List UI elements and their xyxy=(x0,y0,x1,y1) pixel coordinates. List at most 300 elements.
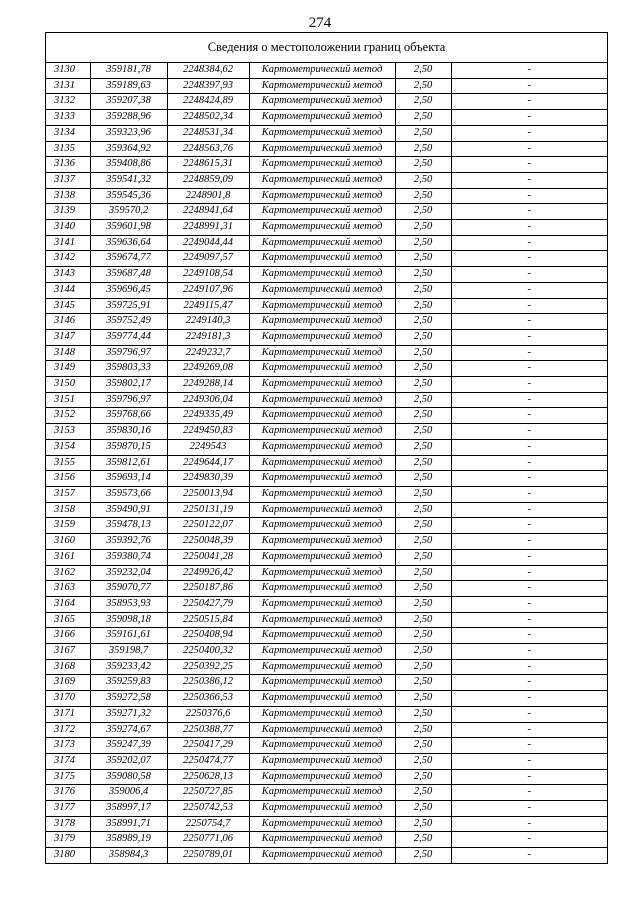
description: - xyxy=(451,141,607,157)
point-number: 3150 xyxy=(46,377,90,393)
accuracy: 2,50 xyxy=(395,110,451,126)
point-number: 3178 xyxy=(46,816,90,832)
boundary-table xyxy=(45,32,608,864)
method: Картометрический метод xyxy=(249,644,395,660)
description: - xyxy=(451,63,607,78)
method: Картометрический метод xyxy=(249,141,395,157)
table-row xyxy=(46,801,607,817)
coordinate-y: 2249644,17 xyxy=(167,455,249,471)
description: - xyxy=(451,172,607,188)
coordinate-x: 359541,32 xyxy=(90,172,167,188)
point-number: 3165 xyxy=(46,612,90,628)
point-number: 3179 xyxy=(46,832,90,848)
description: - xyxy=(451,392,607,408)
coordinate-x: 359802,17 xyxy=(90,377,167,393)
table-row xyxy=(46,63,607,78)
method: Картометрический метод xyxy=(249,408,395,424)
accuracy: 2,50 xyxy=(395,188,451,204)
table-row xyxy=(46,706,607,722)
method: Картометрический метод xyxy=(249,706,395,722)
point-number: 3132 xyxy=(46,94,90,110)
accuracy: 2,50 xyxy=(395,471,451,487)
description: - xyxy=(451,628,607,644)
table-row xyxy=(46,722,607,738)
method: Картометрический метод xyxy=(249,78,395,94)
accuracy: 2,50 xyxy=(395,157,451,173)
method: Картометрический метод xyxy=(249,63,395,78)
description: - xyxy=(451,125,607,141)
accuracy: 2,50 xyxy=(395,424,451,440)
point-number: 3169 xyxy=(46,675,90,691)
method: Картометрический метод xyxy=(249,502,395,518)
coordinate-y: 2250417,29 xyxy=(167,738,249,754)
method: Картометрический метод xyxy=(249,832,395,848)
table-row xyxy=(46,157,607,173)
coordinate-x: 359636,64 xyxy=(90,235,167,251)
point-number: 3153 xyxy=(46,424,90,440)
table-row xyxy=(46,628,607,644)
coordinate-y: 2248502,34 xyxy=(167,110,249,126)
table-row xyxy=(46,141,607,157)
coordinate-x: 359774,44 xyxy=(90,329,167,345)
point-number: 3171 xyxy=(46,706,90,722)
point-number: 3151 xyxy=(46,392,90,408)
table-row xyxy=(46,377,607,393)
accuracy: 2,50 xyxy=(395,329,451,345)
coordinate-y: 2249108,54 xyxy=(167,267,249,283)
accuracy: 2,50 xyxy=(395,581,451,597)
coordinate-x: 359189,63 xyxy=(90,78,167,94)
description: - xyxy=(451,439,607,455)
method: Картометрический метод xyxy=(249,424,395,440)
coordinate-x: 359232,04 xyxy=(90,565,167,581)
table-row xyxy=(46,235,607,251)
table-row xyxy=(46,848,607,863)
method: Картометрический метод xyxy=(249,157,395,173)
coordinate-y: 2249115,47 xyxy=(167,298,249,314)
coordinate-y: 2248384,62 xyxy=(167,63,249,78)
coordinate-y: 2249926,42 xyxy=(167,565,249,581)
coordinate-y: 2250474,77 xyxy=(167,753,249,769)
description: - xyxy=(451,848,607,863)
table-row xyxy=(46,502,607,518)
coordinates-table xyxy=(46,63,607,863)
description: - xyxy=(451,753,607,769)
coordinate-x: 359796,97 xyxy=(90,345,167,361)
table-row xyxy=(46,172,607,188)
description: - xyxy=(451,738,607,754)
coordinate-x: 359725,91 xyxy=(90,298,167,314)
accuracy: 2,50 xyxy=(395,94,451,110)
table-row xyxy=(46,596,607,612)
accuracy: 2,50 xyxy=(395,596,451,612)
description: - xyxy=(451,408,607,424)
point-number: 3172 xyxy=(46,722,90,738)
coordinate-x: 359601,98 xyxy=(90,220,167,236)
point-number: 3156 xyxy=(46,471,90,487)
coordinate-x: 359545,36 xyxy=(90,188,167,204)
point-number: 3144 xyxy=(46,282,90,298)
method: Картометрический метод xyxy=(249,534,395,550)
coordinate-x: 359323,96 xyxy=(90,125,167,141)
description: - xyxy=(451,816,607,832)
coordinate-x: 359490,91 xyxy=(90,502,167,518)
coordinate-y: 2248531,34 xyxy=(167,125,249,141)
point-number: 3166 xyxy=(46,628,90,644)
point-number: 3135 xyxy=(46,141,90,157)
coordinate-x: 359570,2 xyxy=(90,204,167,220)
coordinate-y: 2248615,31 xyxy=(167,157,249,173)
point-number: 3163 xyxy=(46,581,90,597)
description: - xyxy=(451,706,607,722)
method: Картометрический метод xyxy=(249,298,395,314)
coordinate-x: 359478,13 xyxy=(90,518,167,534)
point-number: 3168 xyxy=(46,659,90,675)
accuracy: 2,50 xyxy=(395,408,451,424)
point-number: 3161 xyxy=(46,549,90,565)
accuracy: 2,50 xyxy=(395,251,451,267)
table-row xyxy=(46,361,607,377)
coordinate-y: 2250628,13 xyxy=(167,769,249,785)
point-number: 3176 xyxy=(46,785,90,801)
coordinate-y: 2250408,94 xyxy=(167,628,249,644)
description: - xyxy=(451,251,607,267)
point-number: 3162 xyxy=(46,565,90,581)
coordinate-y: 2248901,8 xyxy=(167,188,249,204)
method: Картометрический метод xyxy=(249,486,395,502)
coordinate-x: 359274,67 xyxy=(90,722,167,738)
coordinate-y: 2249107,96 xyxy=(167,282,249,298)
method: Картометрический метод xyxy=(249,659,395,675)
coordinate-y: 2249181,3 xyxy=(167,329,249,345)
method: Картометрический метод xyxy=(249,596,395,612)
point-number: 3136 xyxy=(46,157,90,173)
method: Картометрический метод xyxy=(249,251,395,267)
coordinate-x: 359233,42 xyxy=(90,659,167,675)
point-number: 3147 xyxy=(46,329,90,345)
coordinate-y: 2250013,94 xyxy=(167,486,249,502)
table-row xyxy=(46,644,607,660)
table-row xyxy=(46,738,607,754)
point-number: 3130 xyxy=(46,63,90,78)
method: Картометрический метод xyxy=(249,94,395,110)
description: - xyxy=(451,204,607,220)
description: - xyxy=(451,486,607,502)
coordinate-x: 359006,4 xyxy=(90,785,167,801)
accuracy: 2,50 xyxy=(395,832,451,848)
description: - xyxy=(451,722,607,738)
accuracy: 2,50 xyxy=(395,439,451,455)
method: Картометрический метод xyxy=(249,282,395,298)
accuracy: 2,50 xyxy=(395,78,451,94)
accuracy: 2,50 xyxy=(395,738,451,754)
method: Картометрический метод xyxy=(249,361,395,377)
accuracy: 2,50 xyxy=(395,785,451,801)
table-row xyxy=(46,204,607,220)
accuracy: 2,50 xyxy=(395,628,451,644)
table-row xyxy=(46,675,607,691)
coordinate-y: 2249830,39 xyxy=(167,471,249,487)
point-number: 3145 xyxy=(46,298,90,314)
coordinate-y: 2249232,7 xyxy=(167,345,249,361)
table-title: Сведения о местоположении границ объекта xyxy=(46,33,607,63)
accuracy: 2,50 xyxy=(395,314,451,330)
coordinate-y: 2250122,07 xyxy=(167,518,249,534)
description: - xyxy=(451,455,607,471)
coordinate-y: 2250427,79 xyxy=(167,596,249,612)
coordinate-y: 2250041,28 xyxy=(167,549,249,565)
coordinate-y: 2248941,64 xyxy=(167,204,249,220)
method: Картометрический метод xyxy=(249,691,395,707)
accuracy: 2,50 xyxy=(395,753,451,769)
accuracy: 2,50 xyxy=(395,235,451,251)
method: Картометрический метод xyxy=(249,816,395,832)
coordinate-x: 359870,15 xyxy=(90,439,167,455)
coordinate-y: 2250386,12 xyxy=(167,675,249,691)
point-number: 3137 xyxy=(46,172,90,188)
table-row xyxy=(46,392,607,408)
coordinate-y: 2250048,39 xyxy=(167,534,249,550)
coordinate-y: 2250187,86 xyxy=(167,581,249,597)
coordinate-x: 359070,77 xyxy=(90,581,167,597)
method: Картометрический метод xyxy=(249,549,395,565)
coordinate-y: 2248859,09 xyxy=(167,172,249,188)
coordinate-x: 359080,58 xyxy=(90,769,167,785)
table-row xyxy=(46,581,607,597)
point-number: 3131 xyxy=(46,78,90,94)
method: Картометрический метод xyxy=(249,722,395,738)
accuracy: 2,50 xyxy=(395,172,451,188)
coordinate-y: 2250392,25 xyxy=(167,659,249,675)
accuracy: 2,50 xyxy=(395,455,451,471)
coordinate-y: 2250727,85 xyxy=(167,785,249,801)
coordinate-x: 358997,17 xyxy=(90,801,167,817)
method: Картометрический метод xyxy=(249,204,395,220)
description: - xyxy=(451,502,607,518)
description: - xyxy=(451,612,607,628)
coordinate-x: 358984,3 xyxy=(90,848,167,863)
coordinate-y: 2249140,3 xyxy=(167,314,249,330)
description: - xyxy=(451,769,607,785)
method: Картометрический метод xyxy=(249,235,395,251)
point-number: 3164 xyxy=(46,596,90,612)
coordinate-y: 2248991,31 xyxy=(167,220,249,236)
coordinate-x: 359380,74 xyxy=(90,549,167,565)
method: Картометрический метод xyxy=(249,314,395,330)
point-number: 3141 xyxy=(46,235,90,251)
coordinate-y: 2248424,89 xyxy=(167,94,249,110)
accuracy: 2,50 xyxy=(395,282,451,298)
accuracy: 2,50 xyxy=(395,267,451,283)
accuracy: 2,50 xyxy=(395,816,451,832)
point-number: 3167 xyxy=(46,644,90,660)
coordinate-y: 2250771,06 xyxy=(167,832,249,848)
table-row xyxy=(46,549,607,565)
coordinate-y: 2249306,04 xyxy=(167,392,249,408)
accuracy: 2,50 xyxy=(395,125,451,141)
coordinate-x: 359796,97 xyxy=(90,392,167,408)
table-row xyxy=(46,125,607,141)
coordinate-x: 359752,49 xyxy=(90,314,167,330)
method: Картометрический метод xyxy=(249,125,395,141)
accuracy: 2,50 xyxy=(395,675,451,691)
point-number: 3133 xyxy=(46,110,90,126)
accuracy: 2,50 xyxy=(395,298,451,314)
coordinate-x: 359247,39 xyxy=(90,738,167,754)
table-row xyxy=(46,298,607,314)
table-row xyxy=(46,471,607,487)
table-row xyxy=(46,329,607,345)
accuracy: 2,50 xyxy=(395,691,451,707)
method: Картометрический метод xyxy=(249,565,395,581)
coordinate-x: 359830,16 xyxy=(90,424,167,440)
table-row xyxy=(46,455,607,471)
table-row xyxy=(46,267,607,283)
coordinate-x: 358991,71 xyxy=(90,816,167,832)
description: - xyxy=(451,518,607,534)
point-number: 3157 xyxy=(46,486,90,502)
point-number: 3149 xyxy=(46,361,90,377)
method: Картометрический метод xyxy=(249,612,395,628)
accuracy: 2,50 xyxy=(395,63,451,78)
coordinate-x: 359408,86 xyxy=(90,157,167,173)
method: Картометрический метод xyxy=(249,769,395,785)
table-row xyxy=(46,314,607,330)
method: Картометрический метод xyxy=(249,675,395,691)
table-row xyxy=(46,439,607,455)
point-number: 3154 xyxy=(46,439,90,455)
description: - xyxy=(451,534,607,550)
coordinate-y: 2248563,76 xyxy=(167,141,249,157)
accuracy: 2,50 xyxy=(395,534,451,550)
coordinate-x: 358989,19 xyxy=(90,832,167,848)
method: Картометрический метод xyxy=(249,801,395,817)
description: - xyxy=(451,188,607,204)
point-number: 3143 xyxy=(46,267,90,283)
coordinate-x: 359272,58 xyxy=(90,691,167,707)
description: - xyxy=(451,785,607,801)
accuracy: 2,50 xyxy=(395,141,451,157)
table-row xyxy=(46,110,607,126)
description: - xyxy=(451,267,607,283)
coordinate-x: 359364,92 xyxy=(90,141,167,157)
method: Картометрический метод xyxy=(249,471,395,487)
coordinate-y: 2250789,01 xyxy=(167,848,249,863)
accuracy: 2,50 xyxy=(395,220,451,236)
table-row xyxy=(46,785,607,801)
description: - xyxy=(451,691,607,707)
description: - xyxy=(451,78,607,94)
accuracy: 2,50 xyxy=(395,361,451,377)
description: - xyxy=(451,549,607,565)
table-row xyxy=(46,565,607,581)
coordinate-x: 359687,48 xyxy=(90,267,167,283)
accuracy: 2,50 xyxy=(395,204,451,220)
method: Картометрический метод xyxy=(249,110,395,126)
description: - xyxy=(451,235,607,251)
description: - xyxy=(451,377,607,393)
table-row xyxy=(46,691,607,707)
coordinate-x: 359696,45 xyxy=(90,282,167,298)
method: Картометрический метод xyxy=(249,518,395,534)
coordinate-y: 2250388,77 xyxy=(167,722,249,738)
coordinate-y: 2249097,57 xyxy=(167,251,249,267)
coordinate-x: 359674,77 xyxy=(90,251,167,267)
description: - xyxy=(451,314,607,330)
point-number: 3152 xyxy=(46,408,90,424)
coordinate-y: 2250754,7 xyxy=(167,816,249,832)
table-row xyxy=(46,345,607,361)
method: Картометрический метод xyxy=(249,439,395,455)
method: Картометрический метод xyxy=(249,329,395,345)
description: - xyxy=(451,565,607,581)
accuracy: 2,50 xyxy=(395,644,451,660)
coordinate-x: 359098,18 xyxy=(90,612,167,628)
coordinate-y: 2249543 xyxy=(167,439,249,455)
method: Картометрический метод xyxy=(249,738,395,754)
point-number: 3174 xyxy=(46,753,90,769)
accuracy: 2,50 xyxy=(395,518,451,534)
description: - xyxy=(451,345,607,361)
method: Картометрический метод xyxy=(249,392,395,408)
description: - xyxy=(451,801,607,817)
coordinate-x: 359573,66 xyxy=(90,486,167,502)
accuracy: 2,50 xyxy=(395,706,451,722)
description: - xyxy=(451,282,607,298)
method: Картометрический метод xyxy=(249,188,395,204)
table-row xyxy=(46,282,607,298)
coordinate-y: 2248397,93 xyxy=(167,78,249,94)
point-number: 3146 xyxy=(46,314,90,330)
coordinate-y: 2250376,6 xyxy=(167,706,249,722)
table-body xyxy=(46,63,607,863)
accuracy: 2,50 xyxy=(395,769,451,785)
accuracy: 2,50 xyxy=(395,502,451,518)
coordinate-y: 2249450,83 xyxy=(167,424,249,440)
method: Картометрический метод xyxy=(249,220,395,236)
coordinate-x: 359259,83 xyxy=(90,675,167,691)
table-row xyxy=(46,518,607,534)
coordinate-x: 359693,14 xyxy=(90,471,167,487)
method: Картометрический метод xyxy=(249,753,395,769)
point-number: 3148 xyxy=(46,345,90,361)
table-row xyxy=(46,188,607,204)
coordinate-x: 359202,07 xyxy=(90,753,167,769)
table-row xyxy=(46,816,607,832)
method: Картометрический метод xyxy=(249,377,395,393)
description: - xyxy=(451,596,607,612)
coordinate-x: 359392,76 xyxy=(90,534,167,550)
description: - xyxy=(451,361,607,377)
coordinate-x: 359271,32 xyxy=(90,706,167,722)
accuracy: 2,50 xyxy=(395,486,451,502)
coordinate-x: 359803,33 xyxy=(90,361,167,377)
point-number: 3175 xyxy=(46,769,90,785)
method: Картометрический метод xyxy=(249,172,395,188)
coordinate-y: 2250742,53 xyxy=(167,801,249,817)
description: - xyxy=(451,157,607,173)
accuracy: 2,50 xyxy=(395,722,451,738)
point-number: 3134 xyxy=(46,125,90,141)
coordinate-y: 2249044,44 xyxy=(167,235,249,251)
coordinate-x: 359288,96 xyxy=(90,110,167,126)
description: - xyxy=(451,832,607,848)
accuracy: 2,50 xyxy=(395,612,451,628)
point-number: 3170 xyxy=(46,691,90,707)
description: - xyxy=(451,298,607,314)
description: - xyxy=(451,220,607,236)
table-row xyxy=(46,753,607,769)
